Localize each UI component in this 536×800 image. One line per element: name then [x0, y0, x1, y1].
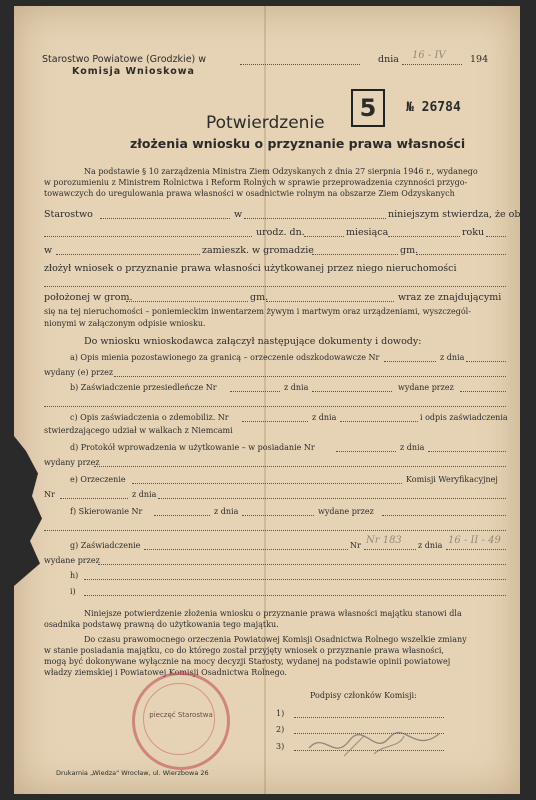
gm-line [416, 254, 506, 255]
doc-c-date-label: z dnia [312, 413, 337, 422]
polozonej-line [126, 301, 248, 302]
signature-1-number: 1) [276, 709, 285, 718]
doc-d-date-label: z dnia [400, 443, 425, 452]
name-line [44, 236, 252, 237]
roku-label: roku [462, 227, 485, 238]
doc-e-nr-line [60, 498, 128, 499]
doc-d-issued-label: wydany przez [44, 458, 100, 467]
para2-line1: Do czasu prawomocnego orzeczenia Powiatowej Komisji Osadnictwa Rolnego wszelkie zmiany [84, 635, 467, 644]
doc-e-date-line [158, 498, 506, 499]
doc-a-label: a) Opis mienia pozostawionego za granicą – orzeczenie odszkodowawcze Nr [70, 353, 380, 362]
doc-f-issued-label: wydane przez [318, 507, 374, 516]
title-line2: złożenia wniosku o przyznanie prawa własności [130, 136, 466, 151]
doc-i-line [84, 595, 506, 596]
signature-1-line [294, 717, 444, 718]
doc-a-nr-line [384, 361, 436, 362]
property-line [44, 286, 506, 287]
handwritten-signature [304, 726, 444, 766]
doc-h-label: h) [70, 571, 79, 580]
gromada-line [312, 254, 398, 255]
handwritten-g-date: 16 - II - 49 [448, 535, 501, 546]
intro-line-3: towawczych do uregulowania prawa własności w osadnictwie rolnym na obszarze Ziem Odzyskanych [44, 189, 455, 198]
doc-b-issued-line [460, 391, 506, 392]
signatures-label: Podpisy członków Komisji: [310, 691, 417, 700]
doc-c-nr-line [242, 421, 308, 422]
doc-e-date-label: z dnia [132, 490, 157, 499]
para1-line2: osadnika podstawę prawną do użytkowania tego majątku. [44, 620, 279, 629]
signature-2-number: 2) [276, 725, 285, 734]
intro-line-2: w porozumieniu z Ministrem Rolnictwa i Reform Rolnych w sprawie przeprowadzenia czynności przygo- [44, 178, 468, 187]
doc-g-date-label: z dnia [418, 541, 443, 550]
w-line [244, 218, 386, 219]
w2-line [56, 254, 200, 255]
para1-line1: Niniejsze potwierdzenie złożenia wniosku o przyznanie prawa własności majątku stanowi dla [84, 609, 462, 618]
doc-c-line2: stwierdzającego udział w walkach z Niemcami [44, 426, 233, 435]
line-a: się na tej nieruchomości – poniemieckim inwentarzem żywym i martwym oraz urządzeniami, wyszczegól- [44, 307, 471, 316]
urodz-label: urodz. dn. [256, 227, 305, 238]
doc-e-line [132, 483, 402, 484]
doc-f-date-label: z dnia [214, 507, 239, 516]
miesiaca-line [388, 236, 460, 237]
para2-line3: mogą być dokonywane wyłącznie na mocy decyzji Starosty, wydanej na podstawie opinii powiatowej [44, 657, 451, 666]
doc-b-nr-line [230, 391, 280, 392]
documents-intro: Do wniosku wnioskodawca załączył następujące dokumenty i dowody: [84, 336, 422, 347]
official-stamp [132, 672, 230, 770]
office-line [240, 64, 360, 65]
doc-b-date-label: z dnia [284, 383, 309, 392]
doc-f-label: f) Skierowanie Nr [70, 507, 143, 516]
gm-label: gm. [400, 245, 419, 256]
doc-e-nr-label: Nr [44, 490, 55, 499]
serial-number: № 26784 [406, 100, 461, 115]
doc-b-label: b) Zaświadczenie przesiedleńcze Nr [70, 383, 217, 392]
doc-f-nr-line [154, 515, 210, 516]
doc-b-extra-line [44, 406, 506, 407]
doc-f-date-line [242, 515, 314, 516]
doc-h-line [84, 579, 506, 580]
w2-label: w [44, 245, 53, 256]
stamp-center-text: pieczęć Starostwa [149, 711, 213, 719]
date-line [402, 64, 462, 65]
polozonej-label: położonej w grom. [44, 292, 133, 303]
zamieszk-label: zamieszk. w gromadzie [202, 245, 314, 256]
doc-g-nr-label: Nr [350, 541, 361, 550]
miesiaca-label: miesiąca [346, 227, 389, 238]
doc-e-commission-label: Komisji Weryfikacyjnej [406, 475, 498, 484]
starostwo-line [100, 218, 230, 219]
handwritten-g-number: Nr 183 [366, 535, 402, 546]
para2-line4: władzy ziemskiej i Powiatowej Komisji Osadnictwa Rolnego. [44, 668, 287, 677]
roku-line [486, 236, 506, 237]
doc-g-issued-label: wydane przez [44, 556, 100, 565]
box-number: 5 [351, 89, 385, 127]
doc-d-issued-line [94, 466, 506, 467]
doc-g-line [144, 549, 348, 550]
doc-f-issued-line [382, 515, 506, 516]
date-label: dnia [378, 54, 399, 65]
printer-footer: Drukarnia „Wiedza" Wrocław, ul. Wierzbowa 26 [56, 769, 209, 777]
doc-f-extra-line [44, 530, 506, 531]
wraz-label: wraz ze znajdującymi [398, 292, 502, 303]
doc-c-and-label: i odpis zaświadczenia [420, 413, 508, 422]
signature-3-number: 3) [276, 742, 285, 751]
handwritten-date: 16 - IV [412, 50, 446, 61]
intro-line-1: Na podstawie § 10 zarządzenia Ministra Ziem Odzyskanych z dnia 27 sierpnia 1946 r., wydanego [84, 167, 478, 176]
doc-g-label: g) Zaświadczenie [70, 541, 141, 550]
year-label: 194 [470, 54, 489, 65]
starostwo-label: Starostwo [44, 209, 93, 220]
gm2-label: gm. [250, 292, 269, 303]
doc-g-issued-line [98, 564, 506, 565]
stwierdza-label: niniejszym stwierdza, że ob. [388, 209, 524, 220]
doc-a-date-label: z dnia [440, 353, 465, 362]
doc-d-label: d) Protokół wprowadzenia w użytkowanie – w posiadanie Nr [70, 443, 315, 452]
doc-a-issued-label: wydany (e) przez [44, 368, 114, 377]
line-b: nionymi w załączonym odpisie wniosku. [44, 319, 206, 328]
commission-label: Komisja Wnioskowa [72, 66, 195, 77]
urodz-line [304, 236, 344, 237]
office-label: Starostwo Powiatowe (Grodzkie) w [42, 54, 207, 65]
doc-a-issued-line [114, 376, 506, 377]
doc-i-label: i) [70, 587, 76, 596]
para2-line2: w stanie posiadania majątku, co do którego został przyjęty wniosek o przyznanie prawa własności, [44, 646, 444, 655]
doc-c-date-line [340, 421, 418, 422]
gm2-line [266, 301, 394, 302]
doc-b-issued-label: wydane przez [398, 383, 454, 392]
doc-c-label: c) Opis zaświadczenia o zdemobiliz. Nr [70, 413, 229, 422]
title-line1: Potwierdzenie [206, 113, 325, 133]
w-label: w [234, 209, 243, 220]
doc-b-date-line [312, 391, 392, 392]
doc-d-date-line [428, 451, 506, 452]
doc-e-label: e) Orzeczenie [70, 475, 126, 484]
doc-g-nr-line [364, 549, 416, 550]
doc-a-date-line [466, 361, 506, 362]
zlozyl-label: złożył wniosek o przyznanie prawa własności użytkowanej przez niego nieruchomości [44, 263, 457, 274]
document-paper [14, 6, 524, 794]
doc-g-date-line [446, 549, 506, 550]
doc-d-nr-line [336, 451, 396, 452]
